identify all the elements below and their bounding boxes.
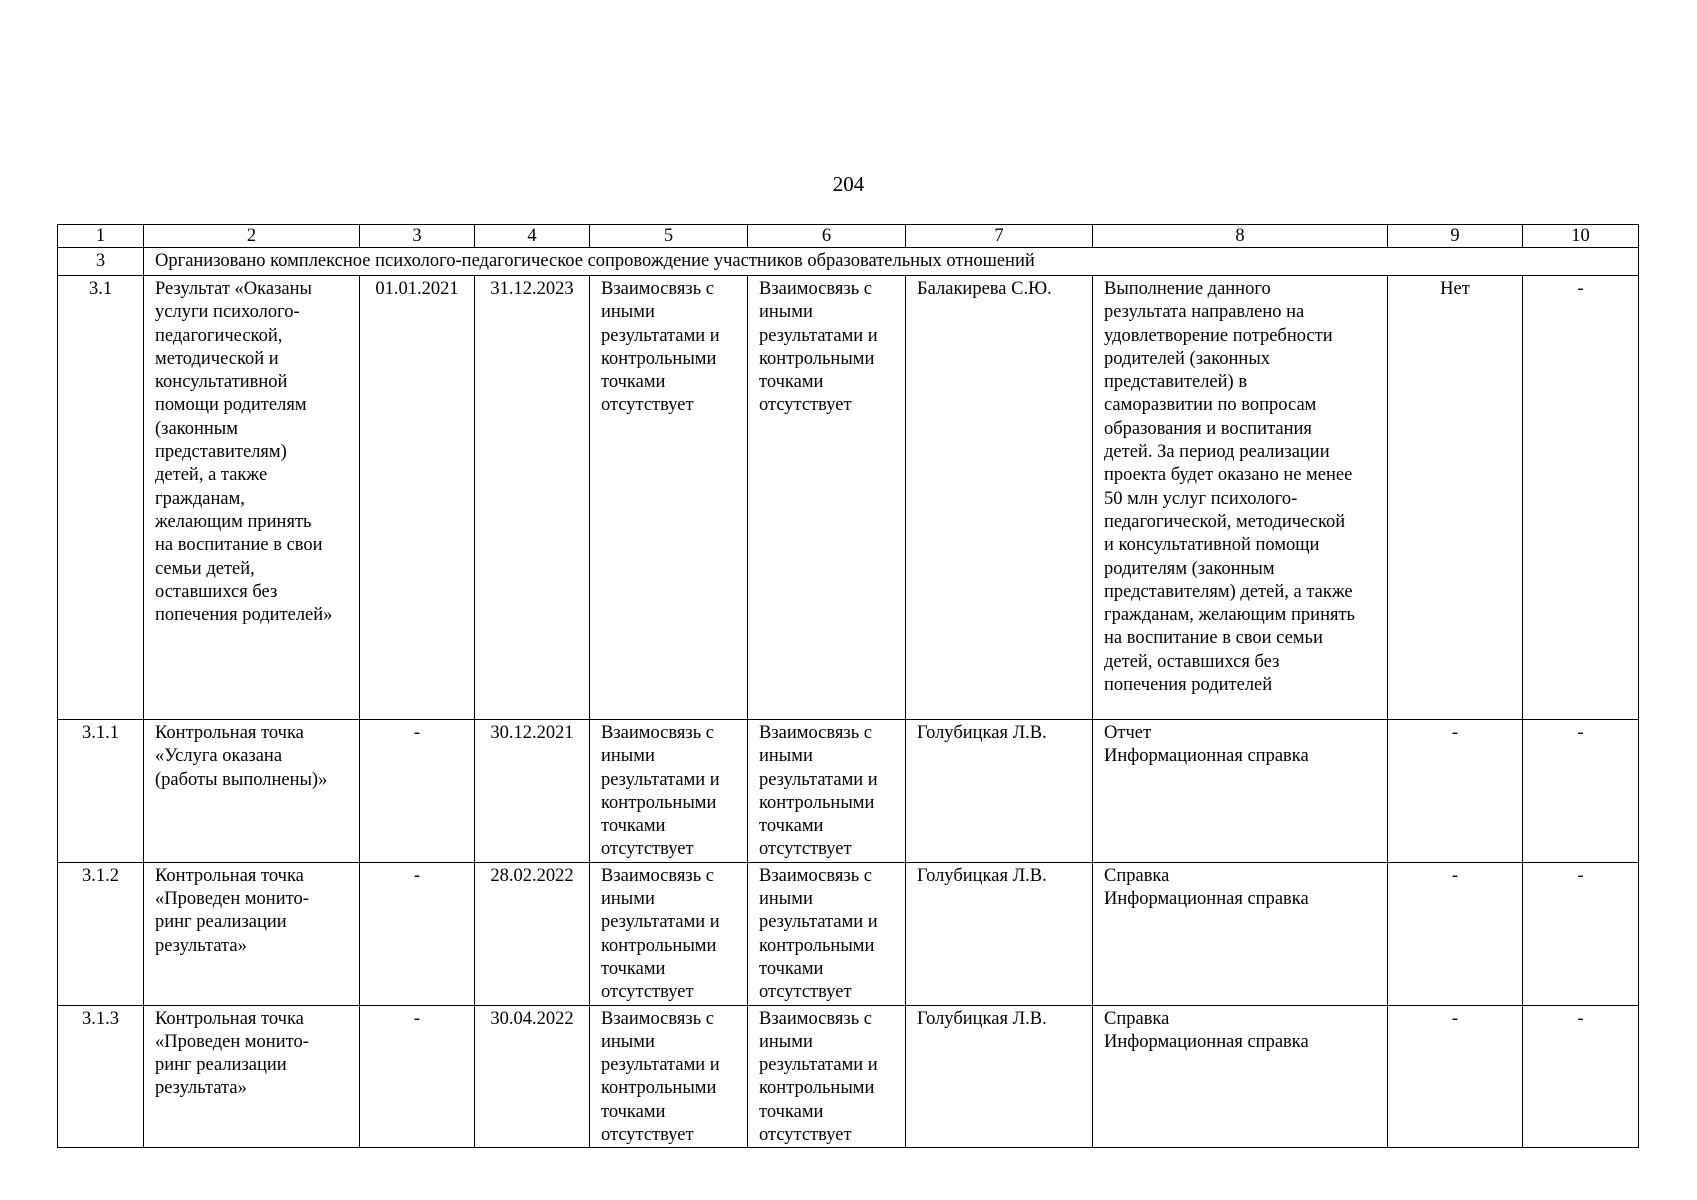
section-title: Организовано комплексное психолого-педагогическое сопровождение участников образовательных отношений [144, 248, 1639, 276]
page-number: 204 [832, 172, 865, 196]
row-info: - [1523, 1005, 1639, 1148]
row-start-date: - [360, 862, 475, 1005]
project-plan-table [57, 224, 1639, 1148]
row-number: 3.1.2 [58, 862, 144, 1005]
row-info: - [1523, 720, 1639, 863]
row-start-date: - [360, 1005, 475, 1148]
row-number: 3.1 [58, 276, 144, 720]
row-successor: Взаимосвязь с иными результатами и контрольными точками отсутствует [748, 276, 906, 720]
row-info: - [1523, 276, 1639, 720]
column-number: 4 [475, 225, 590, 248]
column-number: 9 [1388, 225, 1523, 248]
row-end-date: 28.02.2022 [475, 862, 590, 1005]
row-document: Выполнение данного результата направлено на удовлетворение потребности родителей (законных представителей) в саморазвитии по вопросам образования и воспитания детей. За период реализации проекта будет оказано не менее 50 млн услуг психолого- педагогической, методической и консультативной помощи родителям (законным представителям) детей, а также гражданам, желающим принять на воспитание в свои семьи детей, оставшихся без попечения родителей [1093, 276, 1388, 720]
row-predecessor: Взаимосвязь с иными результатами и контрольными точками отсутствует [590, 276, 748, 720]
row-level: - [1388, 862, 1523, 1005]
row-responsible: Голубицкая Л.В. [906, 862, 1093, 1005]
row-name: Контрольная точка «Проведен монито- ринг реализации результата» [144, 862, 360, 1005]
column-number-row [58, 225, 1639, 248]
section-row [58, 248, 1639, 276]
row-responsible: Голубицкая Л.В. [906, 1005, 1093, 1148]
table-row [58, 1005, 1639, 1148]
column-number: 8 [1093, 225, 1388, 248]
row-start-date: 01.01.2021 [360, 276, 475, 720]
row-level: Нет [1388, 276, 1523, 720]
row-start-date: - [360, 720, 475, 863]
row-number: 3.1.1 [58, 720, 144, 863]
row-document: Справка Информационная справка [1093, 1005, 1388, 1148]
row-end-date: 30.12.2021 [475, 720, 590, 863]
column-number: 1 [58, 225, 144, 248]
row-level: - [1388, 720, 1523, 863]
row-predecessor: Взаимосвязь с иными результатами и контрольными точками отсутствует [590, 862, 748, 1005]
row-name: Контрольная точка «Услуга оказана (работы выполнены)» [144, 720, 360, 863]
row-document: Отчет Информационная справка [1093, 720, 1388, 863]
row-document: Справка Информационная справка [1093, 862, 1388, 1005]
row-end-date: 31.12.2023 [475, 276, 590, 720]
table-row [58, 862, 1639, 1005]
column-number: 3 [360, 225, 475, 248]
column-number: 10 [1523, 225, 1639, 248]
row-predecessor: Взаимосвязь с иными результатами и контрольными точками отсутствует [590, 720, 748, 863]
row-responsible: Голубицкая Л.В. [906, 720, 1093, 863]
table-row [58, 276, 1639, 720]
row-number: 3.1.3 [58, 1005, 144, 1148]
table-row [58, 720, 1639, 863]
row-successor: Взаимосвязь с иными результатами и контрольными точками отсутствует [748, 720, 906, 863]
row-info: - [1523, 862, 1639, 1005]
row-level: - [1388, 1005, 1523, 1148]
row-responsible: Балакирева С.Ю. [906, 276, 1093, 720]
section-number: 3 [58, 248, 144, 276]
row-predecessor: Взаимосвязь с иными результатами и контрольными точками отсутствует [590, 1005, 748, 1148]
row-successor: Взаимосвязь с иными результатами и контрольными точками отсутствует [748, 862, 906, 1005]
column-number: 6 [748, 225, 906, 248]
column-number: 5 [590, 225, 748, 248]
column-number: 2 [144, 225, 360, 248]
row-successor: Взаимосвязь с иными результатами и контрольными точками отсутствует [748, 1005, 906, 1148]
row-name: Контрольная точка «Проведен монито- ринг реализации результата» [144, 1005, 360, 1148]
row-name: Результат «Оказаны услуги психолого- педагогической, методической и консультативной помощи родителям (законным представителям) детей, а также гражданам, желающим принять на воспитание в свои семьи детей, оставшихся без попечения родителей» [144, 276, 360, 720]
row-end-date: 30.04.2022 [475, 1005, 590, 1148]
column-number: 7 [906, 225, 1093, 248]
